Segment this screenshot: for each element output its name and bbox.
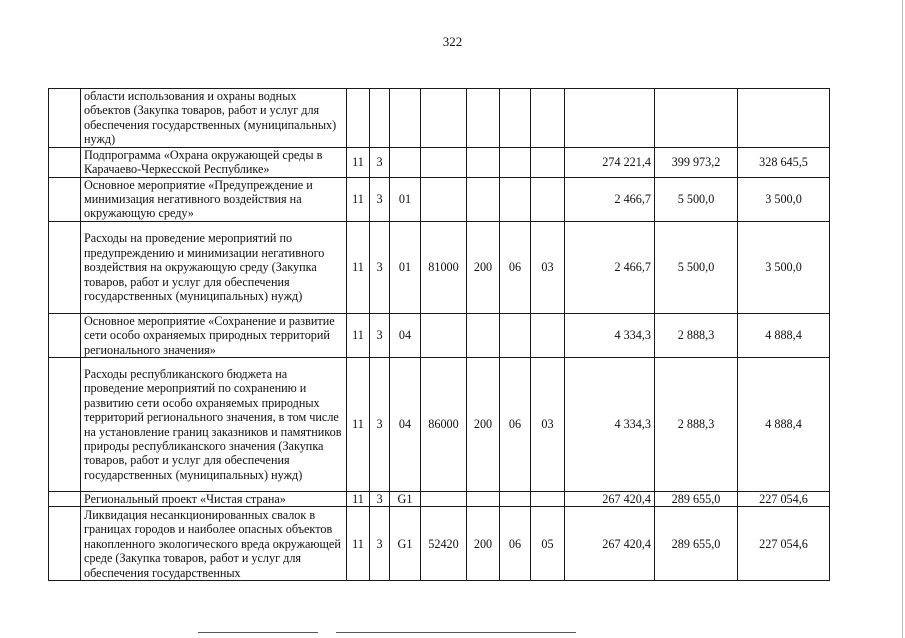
amount-year-1: 267 420,4 xyxy=(565,507,655,581)
amount-year-1: 2 466,7 xyxy=(565,177,655,221)
code-gp: 11 xyxy=(347,492,370,507)
code-gp: 11 xyxy=(347,147,370,177)
code-rz: 06 xyxy=(500,221,531,313)
code-direction: 52420 xyxy=(421,507,467,581)
amount-year-1: 4 334,3 xyxy=(565,358,655,492)
code-direction xyxy=(421,313,467,357)
code-rz xyxy=(500,492,531,507)
left-margin-cell xyxy=(49,492,81,507)
code-pp: 3 xyxy=(370,313,390,357)
amount-year-3: 328 645,5 xyxy=(738,147,830,177)
code-pp: 3 xyxy=(370,177,390,221)
code-om: 01 xyxy=(390,221,421,313)
code-pp: 3 xyxy=(370,358,390,492)
code-gp: 11 xyxy=(347,507,370,581)
code-gp: 11 xyxy=(347,358,370,492)
amount-year-2: 2 888,3 xyxy=(655,313,738,357)
code-rz xyxy=(500,147,531,177)
code-pp: 3 xyxy=(370,147,390,177)
left-margin-cell xyxy=(49,313,81,357)
table-row xyxy=(49,177,830,221)
code-gp: 11 xyxy=(347,221,370,313)
code-direction: 81000 xyxy=(421,221,467,313)
scan-artifact-line xyxy=(336,632,576,633)
code-gp: 11 xyxy=(347,313,370,357)
code-vr xyxy=(467,492,500,507)
amount-year-2: 5 500,0 xyxy=(655,177,738,221)
table-row xyxy=(49,147,830,177)
amount-year-2: 289 655,0 xyxy=(655,507,738,581)
scan-artifact-line xyxy=(198,632,318,633)
code-pr xyxy=(531,89,565,148)
amount-year-3: 3 500,0 xyxy=(738,221,830,313)
amount-year-2 xyxy=(655,89,738,148)
code-rz: 06 xyxy=(500,358,531,492)
row-name: Ликвидация несанкционированных свалок в границах городов и наиболее опасных объектов накопленного экологического вреда окружающей среде (Закупка товаров, работ и услуг для обеспечения государственных xyxy=(81,507,347,581)
code-pp xyxy=(370,89,390,148)
amount-year-3 xyxy=(738,89,830,148)
left-margin-cell xyxy=(49,147,81,177)
amount-year-1: 4 334,3 xyxy=(565,313,655,357)
code-pr xyxy=(531,313,565,357)
left-margin-cell xyxy=(49,358,81,492)
table-row xyxy=(49,89,830,148)
code-pp: 3 xyxy=(370,221,390,313)
code-rz xyxy=(500,313,531,357)
left-margin-cell xyxy=(49,89,81,148)
table-row xyxy=(49,221,830,313)
left-margin-cell xyxy=(49,507,81,581)
code-direction xyxy=(421,89,467,148)
code-om: G1 xyxy=(390,492,421,507)
code-om: 04 xyxy=(390,358,421,492)
amount-year-2: 289 655,0 xyxy=(655,492,738,507)
budget-table xyxy=(48,88,830,581)
code-vr xyxy=(467,147,500,177)
code-vr xyxy=(467,313,500,357)
code-rz: 06 xyxy=(500,507,531,581)
table-row xyxy=(49,313,830,357)
code-gp: 11 xyxy=(347,177,370,221)
code-vr: 200 xyxy=(467,507,500,581)
page-edge xyxy=(902,0,903,638)
code-pr xyxy=(531,147,565,177)
row-name: Подпрограмма «Охрана окружающей среды в Карачаево-Черкесской Республике» xyxy=(81,147,347,177)
code-direction: 86000 xyxy=(421,358,467,492)
code-vr xyxy=(467,89,500,148)
amount-year-2: 2 888,3 xyxy=(655,358,738,492)
amount-year-1: 267 420,4 xyxy=(565,492,655,507)
code-pr: 05 xyxy=(531,507,565,581)
row-name: Основное мероприятие «Предупреждение и минимизация негативного воздействия на окружающую среду» xyxy=(81,177,347,221)
left-margin-cell xyxy=(49,177,81,221)
code-direction xyxy=(421,147,467,177)
row-name: Основное мероприятие «Сохранение и развитие сети особо охраняемых природных территорий регионального значения» xyxy=(81,313,347,357)
amount-year-3: 227 054,6 xyxy=(738,492,830,507)
code-pr xyxy=(531,177,565,221)
code-vr: 200 xyxy=(467,358,500,492)
code-om xyxy=(390,89,421,148)
code-direction xyxy=(421,177,467,221)
code-pr: 03 xyxy=(531,221,565,313)
code-om: 01 xyxy=(390,177,421,221)
table-row xyxy=(49,507,830,581)
code-pp: 3 xyxy=(370,492,390,507)
code-vr: 200 xyxy=(467,221,500,313)
amount-year-3: 4 888,4 xyxy=(738,313,830,357)
code-rz xyxy=(500,177,531,221)
code-rz xyxy=(500,89,531,148)
row-name: Региональный проект «Чистая страна» xyxy=(81,492,347,507)
code-pr: 03 xyxy=(531,358,565,492)
code-om xyxy=(390,147,421,177)
amount-year-2: 399 973,2 xyxy=(655,147,738,177)
code-pp: 3 xyxy=(370,507,390,581)
row-name: Расходы на проведение мероприятий по предупреждению и минимизации негативного воздействия на окружающую среду (Закупка товаров, работ и услуг для обеспечения государственных (муниципальных) нужд) xyxy=(81,221,347,313)
amount-year-1 xyxy=(565,89,655,148)
code-gp xyxy=(347,89,370,148)
code-vr xyxy=(467,177,500,221)
page-number: 322 xyxy=(442,34,463,49)
table-row xyxy=(49,358,830,492)
amount-year-1: 2 466,7 xyxy=(565,221,655,313)
amount-year-2: 5 500,0 xyxy=(655,221,738,313)
table-row xyxy=(49,492,830,507)
row-name: области использования и охраны водных объектов (Закупка товаров, работ и услуг для обеспечения государственных (муниципальных) нужд) xyxy=(81,89,347,148)
amount-year-3: 227 054,6 xyxy=(738,507,830,581)
code-om: G1 xyxy=(390,507,421,581)
code-om: 04 xyxy=(390,313,421,357)
code-pr xyxy=(531,492,565,507)
amount-year-1: 274 221,4 xyxy=(565,147,655,177)
amount-year-3: 3 500,0 xyxy=(738,177,830,221)
left-margin-cell xyxy=(49,221,81,313)
row-name: Расходы республиканского бюджета на проведение мероприятий по сохранению и развитию сети особо охраняемых природных территорий регионального значения, в том числе на установление границ заказников и памятников природы республиканского значения (Закупка товаров, работ и услуг для обеспечения государственных (муниципальных) нужд) xyxy=(81,358,347,492)
code-direction xyxy=(421,492,467,507)
amount-year-3: 4 888,4 xyxy=(738,358,830,492)
